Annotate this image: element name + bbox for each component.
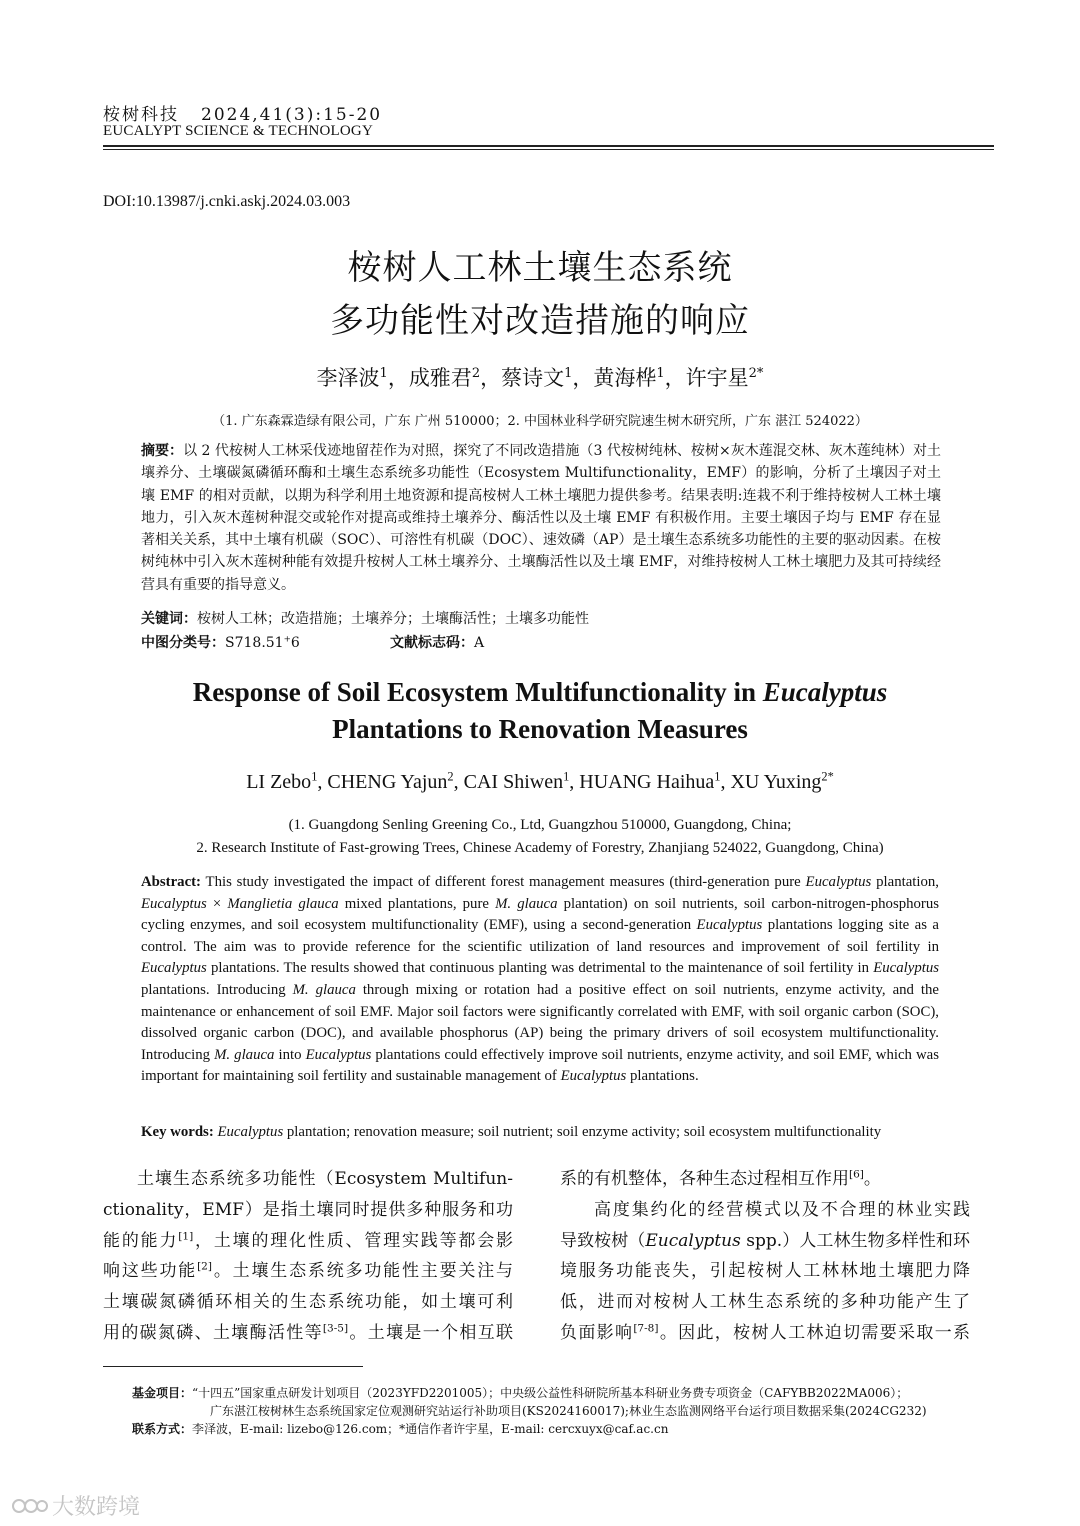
keywords-en-text — [214, 1124, 881, 1140]
abstract-en-segment: plantations. Introducing — [141, 981, 293, 998]
body-text: ctionality，EMF）是指土壤同时提供多种服务和功 — [103, 1199, 513, 1220]
title-zh-line-2: 多功能性对改造措施的响应 — [330, 301, 750, 341]
body-text: 高度集约化的经营模式以及不合理的林业实践 — [594, 1199, 970, 1220]
body-line — [560, 1226, 970, 1257]
affiliations-zh: （1. 广东森霖造绿有限公司，广东 广州 510000；2. 中国林业科学研究院速生树木研究所，广东 湛江 524022） — [212, 414, 868, 429]
classification-zh — [141, 632, 485, 652]
abstract-en — [141, 872, 939, 1088]
author-zh-affil-mark: 1 — [564, 366, 573, 381]
body-column-right — [560, 1164, 970, 1349]
title-zh-line-1: 桉树人工林土壤生态系统 — [347, 248, 733, 288]
body-line — [103, 1195, 513, 1226]
author-en-affil-mark: 1 — [714, 769, 721, 784]
clc-label: 中图分类号： — [141, 635, 225, 651]
body-text: 土壤碳氮磷循环相关的生态系统功能，如土壤可利 — [103, 1292, 513, 1313]
body-line — [103, 1287, 513, 1318]
watermark — [12, 1490, 140, 1521]
author-zh-affil-mark: 2* — [748, 366, 764, 381]
abstract-en-italic: Eucalyptus — [141, 895, 207, 912]
funding-label: 基金项目： — [132, 1386, 193, 1400]
funding-line-2: 广东湛江桉树林生态系统国家定位观测研究站运行补助项目(KS2024160017);林业生态监测网络平台运行项目数据采集(2024CG232) — [210, 1404, 927, 1418]
author-en-separator: , — [453, 771, 464, 793]
authors-zh — [0, 362, 1080, 392]
citation-ref: [6] — [849, 1168, 864, 1181]
abstract-en-segment: plantations could effectively improve soil nutrients, enzyme activity, and soil EMF, which was important for maintaining soil fertility and sustainable management of — [141, 1046, 939, 1085]
abstract-en-segment: plantations logging site as a control. The aim was to provide reference for the scientific utilization of land resources and improvement of soil fertility in — [141, 917, 939, 955]
author-en-affil-mark: 2 — [447, 769, 454, 784]
watermark-text: 大数跨境 — [52, 1495, 141, 1520]
abstract-en-label: Abstract: — [141, 874, 201, 890]
body-text: 系的有机整体，各种生态过程相互作用 — [560, 1169, 849, 1189]
abstract-zh-label: 摘要： — [141, 443, 184, 459]
body-line — [560, 1256, 970, 1287]
keywords-zh-label: 关键词： — [141, 611, 197, 627]
watermark-logo-icon — [12, 1495, 48, 1517]
keywords-en-segment: plantation; renovation measure; soil nutrient; soil enzyme activity; soil ecosystem multifunctionality — [283, 1124, 882, 1140]
affiliation-en-2: 2. Research Institute of Fast-growing Trees, Chinese Academy of Forestry, Zhanjiang 524022, Guangdong, China) — [196, 840, 884, 856]
abstract-en-segment: through mixing or rotation had a positive effect on soil nutrients, enzyme activity, and the maintenance or enhancement of soil EMF. Major soil factors were significantly correlated with EMF, with soil organic carbon (SOC), dissolved organic carbon (DOC), and available phosphorus (AP) being the primary drivers of soil ecosystem multifunctionality. Introducing — [141, 981, 939, 1063]
abstract-zh — [141, 440, 941, 596]
abstract-en-text — [141, 874, 939, 1084]
author-zh-name: 成雅君 — [408, 366, 472, 390]
journal-header-zh — [103, 100, 382, 125]
author-en-name: XU Yuxing — [730, 771, 822, 793]
body-italic: Eucalyptus — [645, 1230, 741, 1251]
abstract-en-segment: into — [274, 1046, 306, 1063]
body-text: 负面影响 — [560, 1322, 634, 1343]
body-line — [560, 1195, 970, 1226]
body-text: 。 — [863, 1169, 881, 1189]
keywords-en-italic: Eucalyptus — [217, 1124, 284, 1140]
doc-code-value: A — [474, 635, 485, 651]
body-column-left — [103, 1164, 513, 1349]
clc-value-sup: + — [283, 634, 291, 645]
citation-ref: [2] — [197, 1260, 212, 1273]
author-en-name: LI Zebo — [246, 771, 312, 793]
title-en-line-1-plain: Response of Soil Ecosystem Multifunctionality in — [192, 677, 763, 707]
author-zh-separator: ， — [387, 366, 409, 390]
keywords-en — [141, 1124, 881, 1141]
abstract-en-segment: mixed plantations, pure — [338, 895, 496, 912]
body-line — [103, 1226, 513, 1257]
body-text: spp.）人工林生物多样性和环 — [740, 1230, 971, 1251]
funding-line-1 — [132, 1384, 908, 1401]
body-text: 用的碳氮磷、土壤酶活性等 — [103, 1322, 323, 1343]
body-line — [103, 1256, 513, 1287]
abstract-en-italic: M. glauca — [292, 981, 356, 998]
author-zh-name: 许宇星 — [685, 366, 749, 390]
contact-text: 李泽波，E-mail: lizebo@126.com；*通信作者许宇星，E-mail: cercxuyx@caf.ac.cn — [192, 1422, 669, 1436]
keywords-zh-text: 桉树人工林；改造措施；土壤养分；土壤酶活性；土壤多功能性 — [197, 611, 589, 627]
funding-text-1: “十四五”国家重点研发计划项目（2023YFD2201005）；中央级公益性科研院所基本科研业务费专项资金（CAFYBB2022MA006）； — [192, 1386, 909, 1400]
author-en-affil-mark: 1 — [563, 769, 570, 784]
abstract-en-segment: plantations. — [626, 1068, 699, 1085]
author-zh-name: 李泽波 — [316, 366, 380, 390]
abstract-en-italic: Eucalyptus — [873, 960, 939, 977]
abstract-en-italic: Eucalyptus — [141, 960, 207, 977]
clc-value-tail: 6 — [290, 635, 300, 651]
body-text: 低，进而对桉树人工林生态系统的多种功能产生了 — [560, 1292, 970, 1313]
body-line — [560, 1318, 970, 1349]
doi: DOI:10.13987/j.cnki.askj.2024.03.003 — [103, 193, 351, 210]
author-zh-affil-mark: 2 — [471, 366, 481, 381]
body-text: 导致桉树（ — [560, 1230, 646, 1251]
abstract-en-italic: Manglietia glauca — [227, 895, 339, 912]
body-text: 。土壤是一个相互联 — [348, 1322, 514, 1343]
header-rule-thin — [103, 149, 994, 150]
author-zh-separator: ， — [572, 366, 594, 390]
citation-ref: [3-5] — [322, 1322, 349, 1335]
author-zh-name: 蔡诗文 — [501, 366, 565, 390]
keywords-zh — [141, 608, 589, 628]
body-text: ，土壤的理化性质、管理实践等都会影 — [193, 1230, 514, 1251]
body-line — [560, 1287, 970, 1318]
body-line — [560, 1164, 970, 1195]
body-text: 。因此，桉树人工林迫切需要采取一系 — [658, 1322, 971, 1343]
authors-en — [0, 771, 1080, 794]
body-text: 土壤生态系统多功能性（Ecosystem Multifun- — [137, 1169, 513, 1189]
body-text: 境服务功能丧失，引起桉树人工林林地土壤肥力降 — [560, 1261, 970, 1282]
header-rule-thick — [103, 145, 994, 147]
author-zh-name: 黄海桦 — [593, 366, 657, 390]
abstract-zh-text: 以 2 代桉树人工林采伐迹地留茬作为对照，探究了不同改造措施（3 代桉树纯林、桉树×灰木莲混交林、灰木莲纯林）对土壤养分、土壤碳氮磷循环酶和土壤生态系统多功能性（Ecosystem Multifunctionality，EMF）的影响，分析了土壤因子对土壤 EMF 的相对贡献，以期为科学利用土地资源和提高桉树人工林土壤肥力提供参考。结果表明:连栽不利于维持桉树人工林土壤地力，引入灰木莲树种混交或轮作对提高或维持土壤养分、酶活性以及土壤 EMF 有积极作用。主要土壤因子均与 EMF 存在显著相关关系，其中土壤有机碳（SOC）、可溶性有机碳（DOC）、速效磷（AP）是土壤生态系统多功能性的主要的驱动因素。在桉树纯林中引入灰木莲树种能有效提升桉树人工林土壤养分、土壤酶活性以及土壤 EMF，对维持桉树人工林土壤肥力及其可持续经营具有重要的指导意义。 — [141, 443, 941, 593]
contact-label: 联系方式： — [132, 1422, 193, 1436]
abstract-en-segment: This study investigated the impact of different forest management measures (third-generation pure — [201, 874, 806, 890]
author-en-affil-mark: 2* — [821, 769, 834, 784]
author-en-name: CAI Shiwen — [463, 771, 564, 793]
journal-name-zh: 桉树科技 — [103, 105, 179, 125]
volume-info: 2024,41(3):15-20 — [201, 105, 383, 125]
abstract-en-segment: plantations. The results showed that continuous planting was detrimental to the maintenance of soil fertility in — [206, 960, 874, 977]
doc-code-label: 文献标志码： — [390, 635, 474, 651]
author-zh-separator: ， — [664, 366, 686, 390]
body-text: 能的能力 — [103, 1230, 179, 1251]
abstract-en-italic: Eucalyptus — [560, 1068, 627, 1085]
abstract-en-italic: M. glauca — [495, 895, 558, 912]
abstract-en-italic: Eucalyptus — [305, 1046, 372, 1063]
contact-line — [132, 1420, 668, 1437]
footnote-rule — [103, 1366, 363, 1367]
abstract-en-italic: Eucalyptus — [696, 917, 763, 934]
keywords-en-label: Key words: — [141, 1124, 214, 1140]
citation-ref: [1] — [178, 1229, 194, 1242]
author-en-separator: , — [569, 771, 580, 793]
abstract-en-italic: M. glauca — [214, 1046, 275, 1063]
author-zh-affil-mark: 1 — [379, 366, 388, 381]
body-text: 。土壤生态系统多功能性主要关注与 — [212, 1261, 514, 1282]
clc-value: S718.51 — [225, 635, 284, 651]
body-text: 响这些功能 — [103, 1261, 198, 1282]
author-en-separator: , — [720, 771, 731, 793]
author-en-affil-mark: 1 — [311, 769, 318, 784]
abstract-en-segment: × — [206, 895, 228, 912]
author-en-name: HUANG Haihua — [579, 771, 715, 793]
abstract-en-segment: plantation) on soil nutrients, soil carbon-nitrogen-phosphorus cycling enzymes, and soil ecosystem multifunctionality (EMF), using a second-generation — [141, 895, 939, 934]
document-code — [390, 632, 484, 652]
citation-ref: [7-8] — [633, 1322, 659, 1335]
title-en-line-2: Plantations to Renovation Measures — [332, 714, 748, 744]
title-en-line-1 — [0, 677, 1080, 708]
abstract-en-segment: plantation, — [871, 874, 939, 890]
title-en-line-1-italic: Eucalyptus — [762, 677, 888, 707]
journal-name-en: EUCALYPT SCIENCE & TECHNOLOGY — [103, 123, 373, 139]
author-en-name: CHENG Yajun — [327, 771, 448, 793]
author-zh-separator: ， — [480, 366, 502, 390]
body-line — [103, 1318, 513, 1349]
affiliation-en-1: (1. Guangdong Senling Greening Co., Ltd, Guangzhou 510000, Guangdong, China; — [288, 817, 792, 833]
author-zh-affil-mark: 1 — [656, 366, 665, 381]
author-en-separator: , — [317, 771, 328, 793]
abstract-en-italic: Eucalyptus — [805, 874, 872, 890]
body-line — [103, 1164, 513, 1195]
